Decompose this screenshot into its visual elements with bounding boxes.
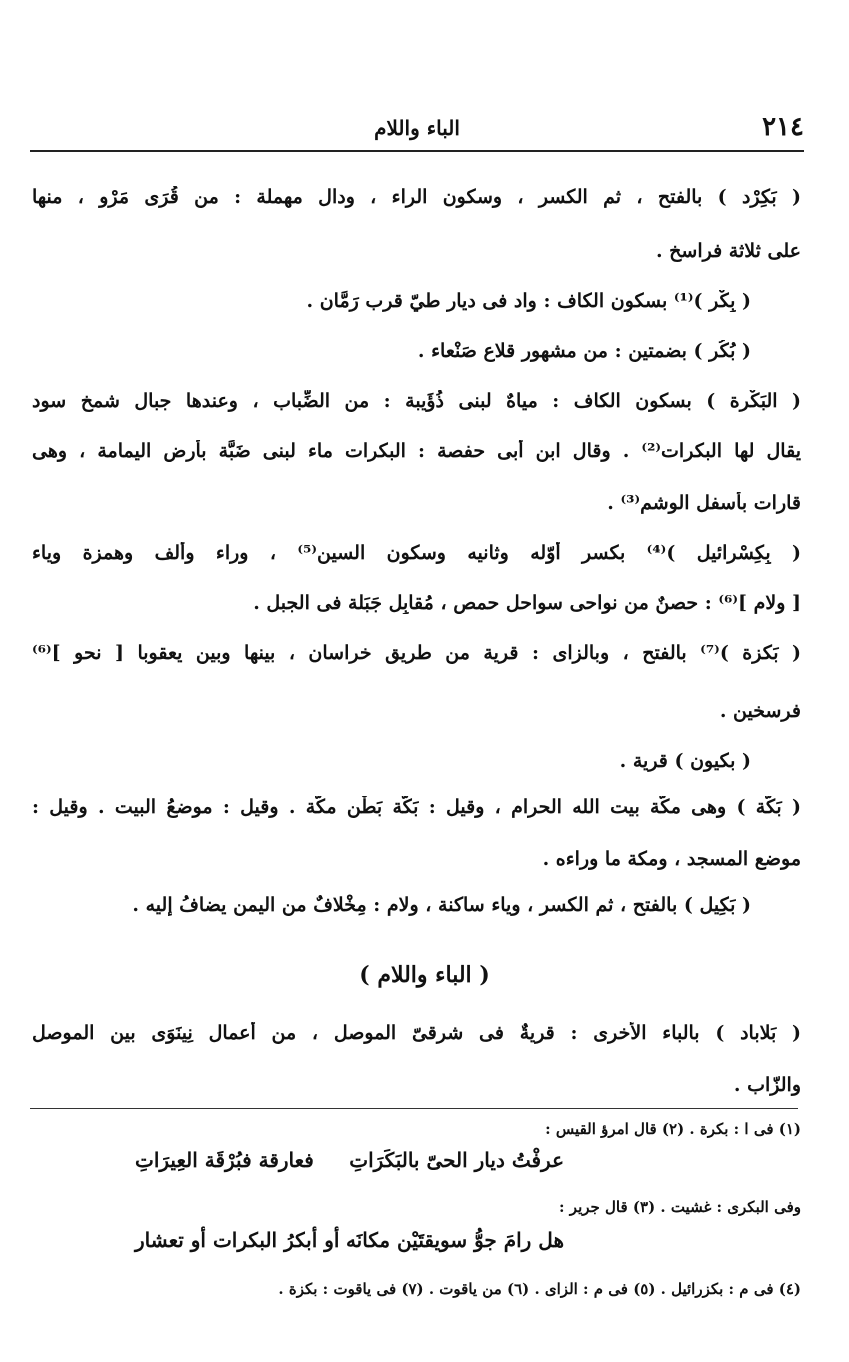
verse-2-right-hemistich: هل رامَ جوُّ سويقتَيْن مكانَه xyxy=(345,1228,564,1252)
verse-1-left-hemistich: فعارقة فبُرْقَة العِيرَاتِ xyxy=(135,1148,314,1172)
verse-1-right-hemistich: عرفْتُ ديار الحىّ بالبَكَرَاتِ xyxy=(349,1148,564,1172)
entry-bakil: ( بَكِيل ) بالفتح ، ثم الكسر ، وياء ساكنة ، ولام : مِخْلافٌ من اليمن يضافُ إليه . xyxy=(132,894,751,916)
entry-bikr: ( بِكْر )⁽¹⁾ بسكون الكاف : واد فى ديار طيّ قرب رَمَّان . xyxy=(306,290,751,312)
entry-bakka-line1: ( بَكّة ) وهى مكّة بيت الله الحرام ، وقيل : بَكّة بَطْن مكّة . وقيل : موضعُ البيت . وقيل : xyxy=(32,796,801,818)
section-title: ( الباء واللام ) xyxy=(359,962,490,988)
entry-bakird-line1: ( بَكِرْد ) بالفتح ، ثم الكسر ، وسكون الراء ، ودال مهملة : من قُرَى مَرْو ، منها xyxy=(32,186,801,208)
verse-2-left-hemistich: أو أبكرُ البكرات أو تعشار xyxy=(135,1228,340,1252)
entry-bukur: ( بُكُر ) بضمتين : من مشهور قلاع صَنْعاء . xyxy=(417,340,751,362)
entry-bikisrail-line1: ( بِكِسْرائيل )⁽⁴⁾ بكسر أوّله وثانيه وسكون السين⁽⁵⁾ ، وراء وألف وهمزة وياء xyxy=(32,542,801,564)
entry-bakka-line2: موضع المسجد ، ومكة ما وراءه . xyxy=(542,848,801,870)
entry-balabad-line1: ( بَلاباد ) بالباء الأخرى : قريةٌ فى شرقىّ الموصل ، من أعمال نِينَوَى بين الموصل xyxy=(32,1022,801,1044)
entry-bakyun: ( بكيون ) قرية . xyxy=(619,750,751,772)
footnote-rule xyxy=(30,1108,798,1109)
footnote-row-1: (١) فى ا : بكرة . (٢) قال امرؤ القيس : xyxy=(545,1120,801,1138)
entry-bakird-line2: على ثلاثة فراسخ . xyxy=(655,240,801,262)
header-rule xyxy=(30,150,804,152)
footnote-row-2: وفى البكرى : غشيت . (٣) قال جرير : xyxy=(559,1198,801,1216)
entry-balabad-line2: والزّاب . xyxy=(733,1074,801,1096)
page-number: ٢١٤ xyxy=(762,112,804,142)
entry-albakra-line1: ( البَكْرة ) بسكون الكاف : مياهٌ لبنى ذُؤَيبة : من الضِّباب ، وعندها جبال شمخ سود xyxy=(32,390,801,412)
entry-bakza-line1: ( بَكزة )⁽⁷⁾ بالفتح ، وبالزاى : قرية من طريق خراسان ، بينها وبين يعقوبا [ نحو ]⁽⁶⁾ xyxy=(32,642,801,664)
running-title: الباء واللام xyxy=(374,116,460,140)
entry-bikisrail-line2: [ ولام ]⁽⁶⁾ : حصنٌ من نواحى سواحل حمص ، مُقابِل جَبَلة فى الجبل . xyxy=(253,592,801,614)
entry-bakza-line2: فرسخين . xyxy=(719,700,801,722)
entry-albakra-line2: يقال لها البكرات⁽²⁾ . وقال ابن أبى حفصة : البكرات ماء لبنى ضَبَّة بأرض اليمامة ، وهى xyxy=(32,440,801,462)
footnote-row-3: (٤) فى م : بكزرائيل . (٥) فى م : الزاى . (٦) من ياقوت . (٧) فى ياقوت : بكزة . xyxy=(278,1280,801,1298)
entry-albakra-line3: قارات بأسفل الوشم⁽³⁾ . xyxy=(607,492,801,514)
page-header xyxy=(30,110,804,150)
